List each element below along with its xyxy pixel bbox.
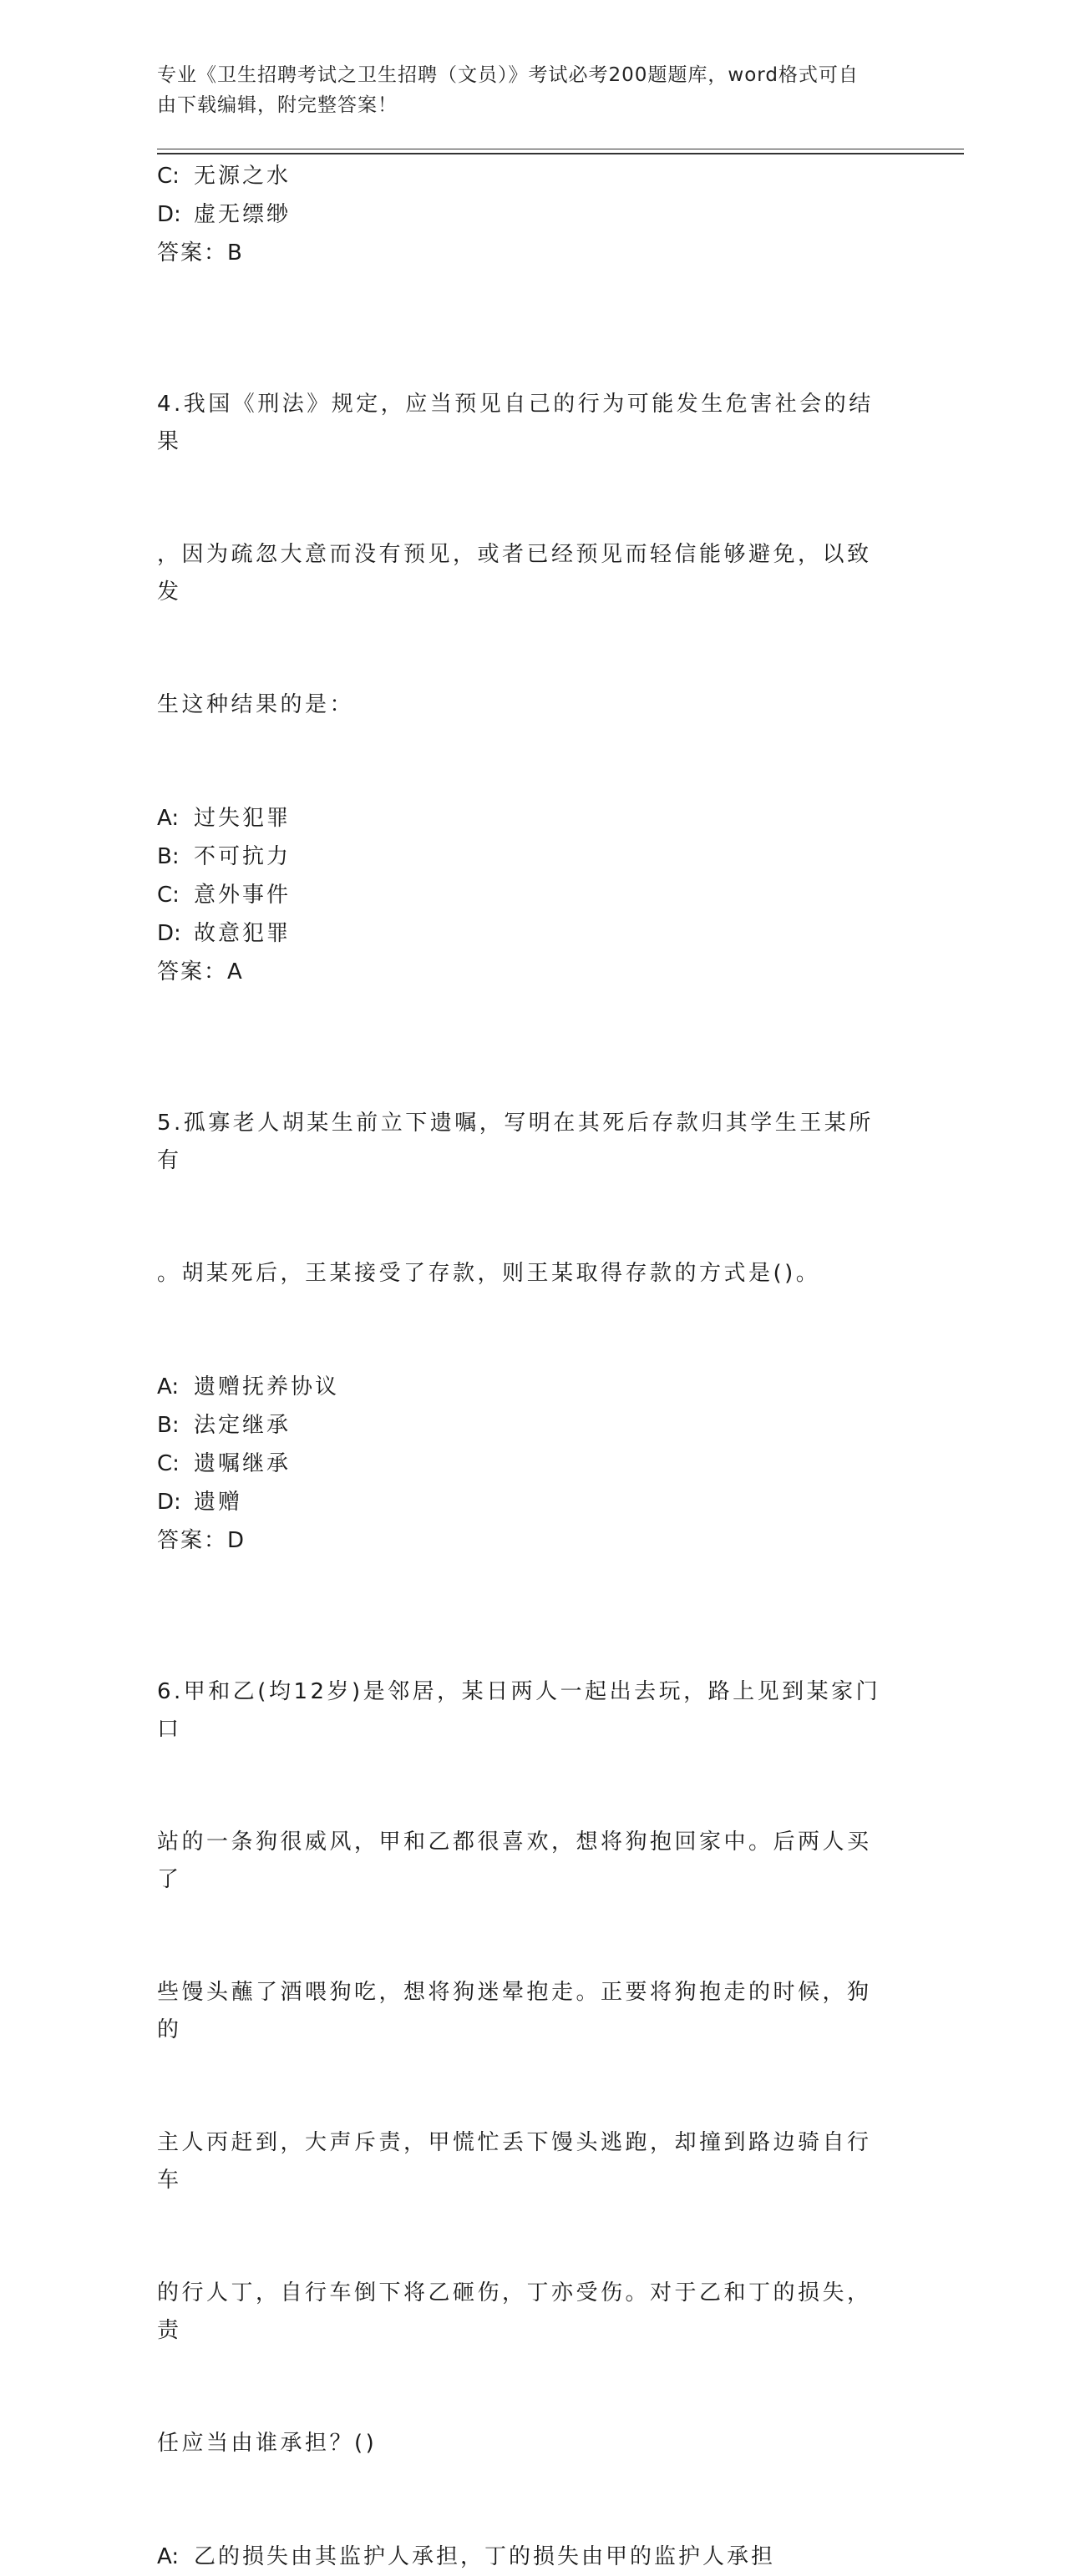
option-text: 遗赠抚养协议 [194, 1374, 340, 1399]
question-3-tail [157, 157, 909, 272]
option-key: D: [157, 202, 181, 227]
option-key: C: [157, 1451, 180, 1476]
option-text: 故意犯罪 [194, 921, 292, 946]
option-key: A: [157, 806, 180, 831]
spacer [157, 991, 909, 1030]
question-line: 主人丙赶到，大声斥责，甲慌忙丢下馒头逃跑，却撞到路边骑自行车 [157, 2130, 872, 2193]
option-a [157, 2538, 909, 2576]
option-c [157, 157, 909, 195]
question-line: 些馒头蘸了酒喂狗吃，想将狗迷晕抱走。正要将狗抱走的时候，狗的 [157, 1980, 872, 2042]
option-b [157, 838, 909, 876]
question-line: ，因为疏忽大意而没有预见，或者已经预见而轻信能够避免，以致发 [157, 542, 872, 605]
question-line: 4.我国《刑法》规定，应当预见自己的行为可能发生危害社会的结果 [157, 392, 874, 454]
option-text: 过失犯罪 [194, 806, 292, 831]
answer-line: 答案：D [157, 1528, 246, 1553]
answer-line: 答案：A [157, 959, 244, 984]
question-line: 。胡某死后，王某接受了存款，则王某取得存款的方式是()。 [157, 1261, 821, 1286]
question-6 [157, 1598, 909, 2576]
option-text: 法定继承 [194, 1413, 292, 1438]
option-key: A: [157, 2544, 180, 2569]
question-5 [157, 1030, 909, 1560]
option-d [157, 1483, 909, 1521]
option-d [157, 914, 909, 953]
header-line-2: 由下载编辑，附完整答案！ [157, 94, 398, 116]
option-a [157, 799, 909, 838]
question-line: 生这种结果的是： [157, 692, 355, 717]
option-text: 遗嘱继承 [194, 1451, 292, 1476]
option-c [157, 1445, 909, 1483]
option-text: 乙的损失由其监护人承担，丁的损失由甲的监护人承担 [194, 2544, 776, 2569]
option-key: D: [157, 921, 181, 946]
question-line: 的行人丁，自行车倒下将乙砸伤，丁亦受伤。对于乙和丁的损失，责 [157, 2280, 872, 2343]
option-key: B: [157, 1413, 180, 1438]
option-text: 不可抗力 [194, 844, 292, 869]
option-key: C: [157, 883, 180, 908]
option-text: 意外事件 [194, 883, 292, 908]
question-4 [157, 311, 909, 991]
option-b [157, 1406, 909, 1445]
answer-line: 答案：B [157, 240, 244, 266]
question-line: 任应当由谁承担？() [157, 2431, 378, 2456]
spacer [157, 1560, 909, 1598]
question-line: 6.甲和乙(均12岁)是邻居，某日两人一起出去玩，路上见到某家门口 [157, 1679, 881, 1742]
option-text: 遗赠 [194, 1490, 243, 1515]
document-content [157, 157, 909, 2576]
question-line: 5.孤寡老人胡某生前立下遗嘱，写明在其死后存款归其学生王某所有 [157, 1111, 874, 1173]
option-a [157, 1368, 909, 1406]
option-key: D: [157, 1490, 181, 1515]
option-key: C: [157, 164, 180, 189]
option-key: A: [157, 1374, 180, 1399]
question-text [157, 311, 892, 799]
spacer [157, 272, 909, 311]
header-line-1: 专业《卫生招聘考试之卫生招聘（文员）》考试必考200题题库，word格式可自 [157, 64, 859, 86]
question-line: 站的一条狗很威风，甲和乙都很喜欢，想将狗抱回家中。后两人买了 [157, 1830, 872, 1892]
question-text [157, 1598, 892, 2538]
question-text [157, 1030, 892, 1368]
header-divider-thick [157, 153, 964, 154]
option-d [157, 195, 909, 234]
option-c [157, 876, 909, 914]
option-text: 无源之水 [194, 164, 292, 189]
page-header [157, 60, 892, 120]
option-text: 虚无缥缈 [194, 202, 292, 227]
option-key: B: [157, 844, 180, 869]
